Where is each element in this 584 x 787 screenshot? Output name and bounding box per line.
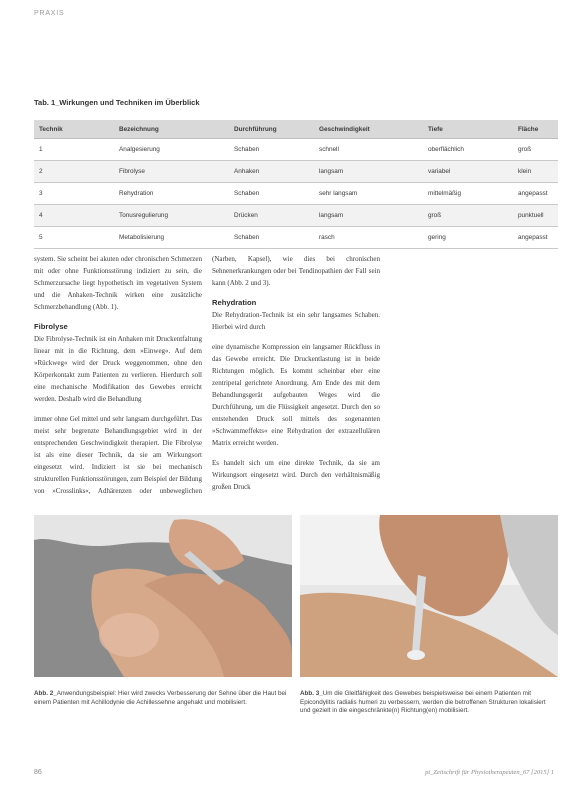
paragraph: Es handelt sich um eine direkte Technik, da sie am Wirkungsort eingesetzt wird. Durch den verhältnismäßig großen Druck xyxy=(212,459,380,491)
table-row xyxy=(34,139,558,161)
journal-reference: pt_Zeitschrift für Physiotherapeuten_67 [2015] 1 xyxy=(425,769,554,776)
figure-2-photo xyxy=(34,515,292,677)
caption-label: Abb. 2_ xyxy=(34,690,57,697)
column-header: Technik xyxy=(34,120,114,139)
figure-2-caption xyxy=(34,690,289,707)
table-cell: Schaben xyxy=(229,227,314,249)
table-cell: Anhaken xyxy=(229,161,314,183)
table-header-row xyxy=(34,120,558,139)
table-row xyxy=(34,227,558,249)
paragraph: immer ohne Gel mittel und sehr langsam durchgeführt. Das meist sehr begrenzte Behandlungsgebiet wird in der entsprechenden Geschwindigkeit therapiert. Die Fibrolyse ist als eine dieser Technik, da sie am Wirkungsort eingesetzt wird. Indiziert ist sie bei mechanisch strukturellen Funktionsstörungen, zum Beispiel der Bildung von »Crosslinks«, Adhärenzen oder unbeweglichen (Narben, Kapsel), wie dies bei chronischen Sehnenerkrankungen oder bei Tendinopathien der Fall sein kann (Abb. 2 und 3). xyxy=(34,255,380,495)
table-row xyxy=(34,161,558,183)
paragraph: eine dynamische Kompression ein langsamer Rückfluss in das Gewebe erreicht. Die Druckentlastung ist in beide Richtungen möglich. Es kommt scheinbar eher eine zentripetal gerichtete Anordnung. Am Ende des mit dem Behandlungsgerät aufgebauten Weges wird die Durchführung, um die Flüssigkeit angesetzt. Durch den so entstehenden Druck soll mittels des sogenannten »Schwammeffekts« eine Rehydration der extrazellulären Matrix erreicht werden. xyxy=(212,343,380,447)
table-cell: 5 xyxy=(34,227,114,249)
table-cell: variabel xyxy=(423,161,513,183)
table-cell: angepasst xyxy=(513,183,558,205)
column-header: Geschwindigkeit xyxy=(314,120,423,139)
table-cell: langsam xyxy=(314,161,423,183)
paragraph: Die Fibrolyse-Technik ist ein Anhaken mit Druckentfaltung linear mit in die Richtung, dem »Einweg«. Auf dem »Rückweg« wird der Druck weggenommen, ohne den Körperkontakt zum Patienten zu verlieren. Hierdurch soll eine mechanische Modifikation des Gewebes erreicht werden. Deshalb wird die Behandlung xyxy=(34,335,202,403)
table-cell: Schaben xyxy=(229,183,314,205)
table-cell: sehr langsam xyxy=(314,183,423,205)
paragraph: system. Sie scheint bei akuten oder chronischen Schmerzen mit oder ohne Funktionsstörung indiziert zu sein, die Schmerzursache liegt hypothetisch im vegetativen System und die Anhaken-Technik wirken eine zusätzliche Schmerzbehandlung (Abb. 1). xyxy=(34,255,202,311)
table-cell: langsam xyxy=(314,205,423,227)
table-cell: mittelmäßig xyxy=(423,183,513,205)
table-cell: Rehydration xyxy=(114,183,229,205)
table-cell: groß xyxy=(423,205,513,227)
figure-3-photo xyxy=(300,515,558,677)
table-cell: gering xyxy=(423,227,513,249)
table-row xyxy=(34,205,558,227)
table-cell: oberflächlich xyxy=(423,139,513,161)
table-cell: Schaben xyxy=(229,139,314,161)
overview-table xyxy=(34,120,558,249)
caption-text: Anwendungsbeispiel: Hier wird zwecks Verbesserung der Sehne über die Haut bei einem Patienten mit Achillodynie die Achillessehne angehakt und mobilisiert. xyxy=(34,690,287,706)
article-body xyxy=(34,253,558,501)
caption-label: Abb. 3_ xyxy=(300,690,323,697)
table-cell: Drücken xyxy=(229,205,314,227)
table-cell: 4 xyxy=(34,205,114,227)
table-cell: 1 xyxy=(34,139,114,161)
table-cell: 2 xyxy=(34,161,114,183)
paragraph: Die Rehydration-Technik ist ein sehr langsames Schaben. Hierbei wird durch xyxy=(212,311,380,331)
table-cell: Analgesierung xyxy=(114,139,229,161)
caption-text: Um die Gleitfähigkeit des Gewebes beispielsweise bei einem Patienten mit Epicondylitis radialis humeri zu verbessern, werden die betroffenen Strukturen lokalisiert und gezielt in die eingeschränkte(n) Richtung(en) mobilisiert. xyxy=(300,690,546,715)
page-number: 86 xyxy=(34,769,42,776)
table-cell: Fibrolyse xyxy=(114,161,229,183)
table-cell: rasch xyxy=(314,227,423,249)
table-cell: groß xyxy=(513,139,558,161)
table-row xyxy=(34,183,558,205)
table-cell: Tonusregulierung xyxy=(114,205,229,227)
column-header: Tiefe xyxy=(423,120,513,139)
table-caption: Tab. 1_Wirkungen und Techniken im Überblick xyxy=(34,98,200,107)
table-cell: punktuell xyxy=(513,205,558,227)
column-header: Fläche xyxy=(513,120,558,139)
table-cell: Metabolisierung xyxy=(114,227,229,249)
table-cell: angepasst xyxy=(513,227,558,249)
table-cell: 3 xyxy=(34,183,114,205)
table-cell: klein xyxy=(513,161,558,183)
table-cell: schnell xyxy=(314,139,423,161)
section-label: PRAXIS xyxy=(34,10,65,17)
section-heading-fibrolyse: Fibrolyse xyxy=(34,322,68,331)
figure-3-caption xyxy=(300,690,555,716)
section-heading-rehydration: Rehydration xyxy=(212,298,257,307)
column-header: Bezeichnung xyxy=(114,120,229,139)
column-header: Durchführung xyxy=(229,120,314,139)
